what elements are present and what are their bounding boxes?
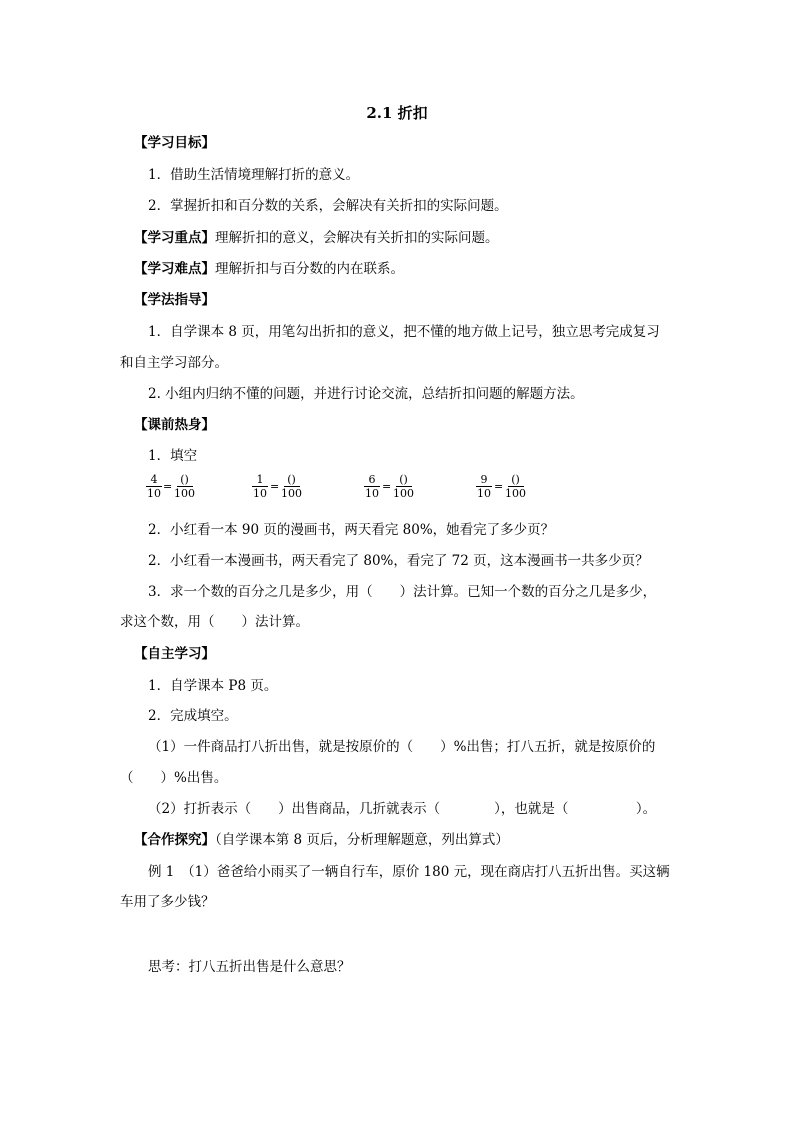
difficulty-heading: 【学习难点】	[134, 261, 215, 277]
goal-item-1: 1．借助生活情境理解打折的意义。	[148, 167, 360, 183]
goals-heading: 【学习目标】	[134, 135, 215, 151]
goal-item-2: 2．掌握折扣和百分数的关系，会解决有关折扣的实际问题。	[148, 198, 508, 214]
method-heading: 【学法指导】	[134, 292, 215, 308]
equals-sign: =	[270, 480, 280, 493]
warmup-item-4b: 求这个数，用（ ）法计算。	[120, 614, 309, 630]
self-study-item-3b: （ ）%出售。	[120, 770, 228, 786]
warmup-item-4a: 3．求一个数的百分之几是多少，用（ ）法计算。已知一个数的百分之几是多少，	[148, 584, 657, 600]
fraction-left-3: $\frac{6}{10}$	[365, 473, 379, 500]
example-1b: 车用了多少钱？	[120, 894, 215, 910]
key-point-heading: 【学习重点】	[134, 230, 215, 246]
example-1a: 例 1 （1）爸爸给小雨买了一辆自行车，原价 180 元，现在商店打八五折出售。买这辆	[148, 864, 670, 880]
fraction-left-2: $\frac{1}{10}$	[253, 473, 267, 500]
equals-sign: =	[494, 480, 504, 493]
self-study-item-4: （2）打折表示（ ）出售商品，几折就表示（ ），也就是（ ）。	[148, 801, 657, 817]
self-study-item-2: 2．完成填空。	[148, 708, 238, 724]
equals-sign: =	[382, 480, 392, 493]
method-item-1a: 1．自学课本 8 页，用笔勾出折扣的意义，把不懂的地方做上记号，独立思考完成复习	[148, 324, 660, 340]
method-item-2: 2. 小组内归纳不懂的问题，并进行讨论交流，总结折扣问题的解题方法。	[148, 386, 584, 402]
fraction-right-1: () 100	[174, 473, 195, 500]
fraction-right-4: () 100	[505, 473, 526, 500]
key-point-text: 理解折扣的意义，会解决有关折扣的实际问题。	[215, 230, 499, 246]
key-point-line	[134, 229, 499, 247]
fraction-left-4: $\frac{9}{10}$	[477, 473, 491, 500]
self-study-item-3a: （1）一件商品打八折出售，就是按原价的（ ）%出售；打八五折，就是按原价的	[148, 739, 656, 755]
self-study-heading: 【自主学习】	[134, 646, 215, 662]
cooperation-line	[134, 831, 509, 849]
equals-sign: =	[163, 480, 173, 493]
fraction-left-1: $\frac{4}{10}$	[147, 473, 161, 500]
cooperation-heading: 【合作探究】	[134, 832, 215, 848]
fraction-right-3: () 100	[393, 473, 414, 500]
page-title: 2.1 折扣	[366, 104, 428, 122]
warmup-item-2: 2．小红看一本 90 页的漫画书，两天看完 80%，她看完了多少页？	[148, 522, 555, 538]
warmup-item-3: 2．小红看一本漫画书，两天看完了 80%，看完了 72 页，这本漫画书一共多少页？	[148, 553, 649, 569]
fraction-right-2: () 100	[281, 473, 302, 500]
warmup-heading: 【课前热身】	[134, 417, 215, 433]
warmup-item-1: 1．填空	[148, 448, 198, 464]
self-study-item-1: 1．自学课本 P8 页。	[148, 678, 278, 694]
cooperation-text: （自学课本第 8 页后，分析理解题意，列出算式）	[215, 832, 509, 848]
difficulty-line	[134, 260, 404, 278]
method-item-1b: 和自主学习部分。	[120, 355, 228, 371]
difficulty-text: 理解折扣与百分数的内在联系。	[215, 261, 404, 277]
think-question: 思考：打八五折出售是什么意思？	[148, 959, 351, 975]
